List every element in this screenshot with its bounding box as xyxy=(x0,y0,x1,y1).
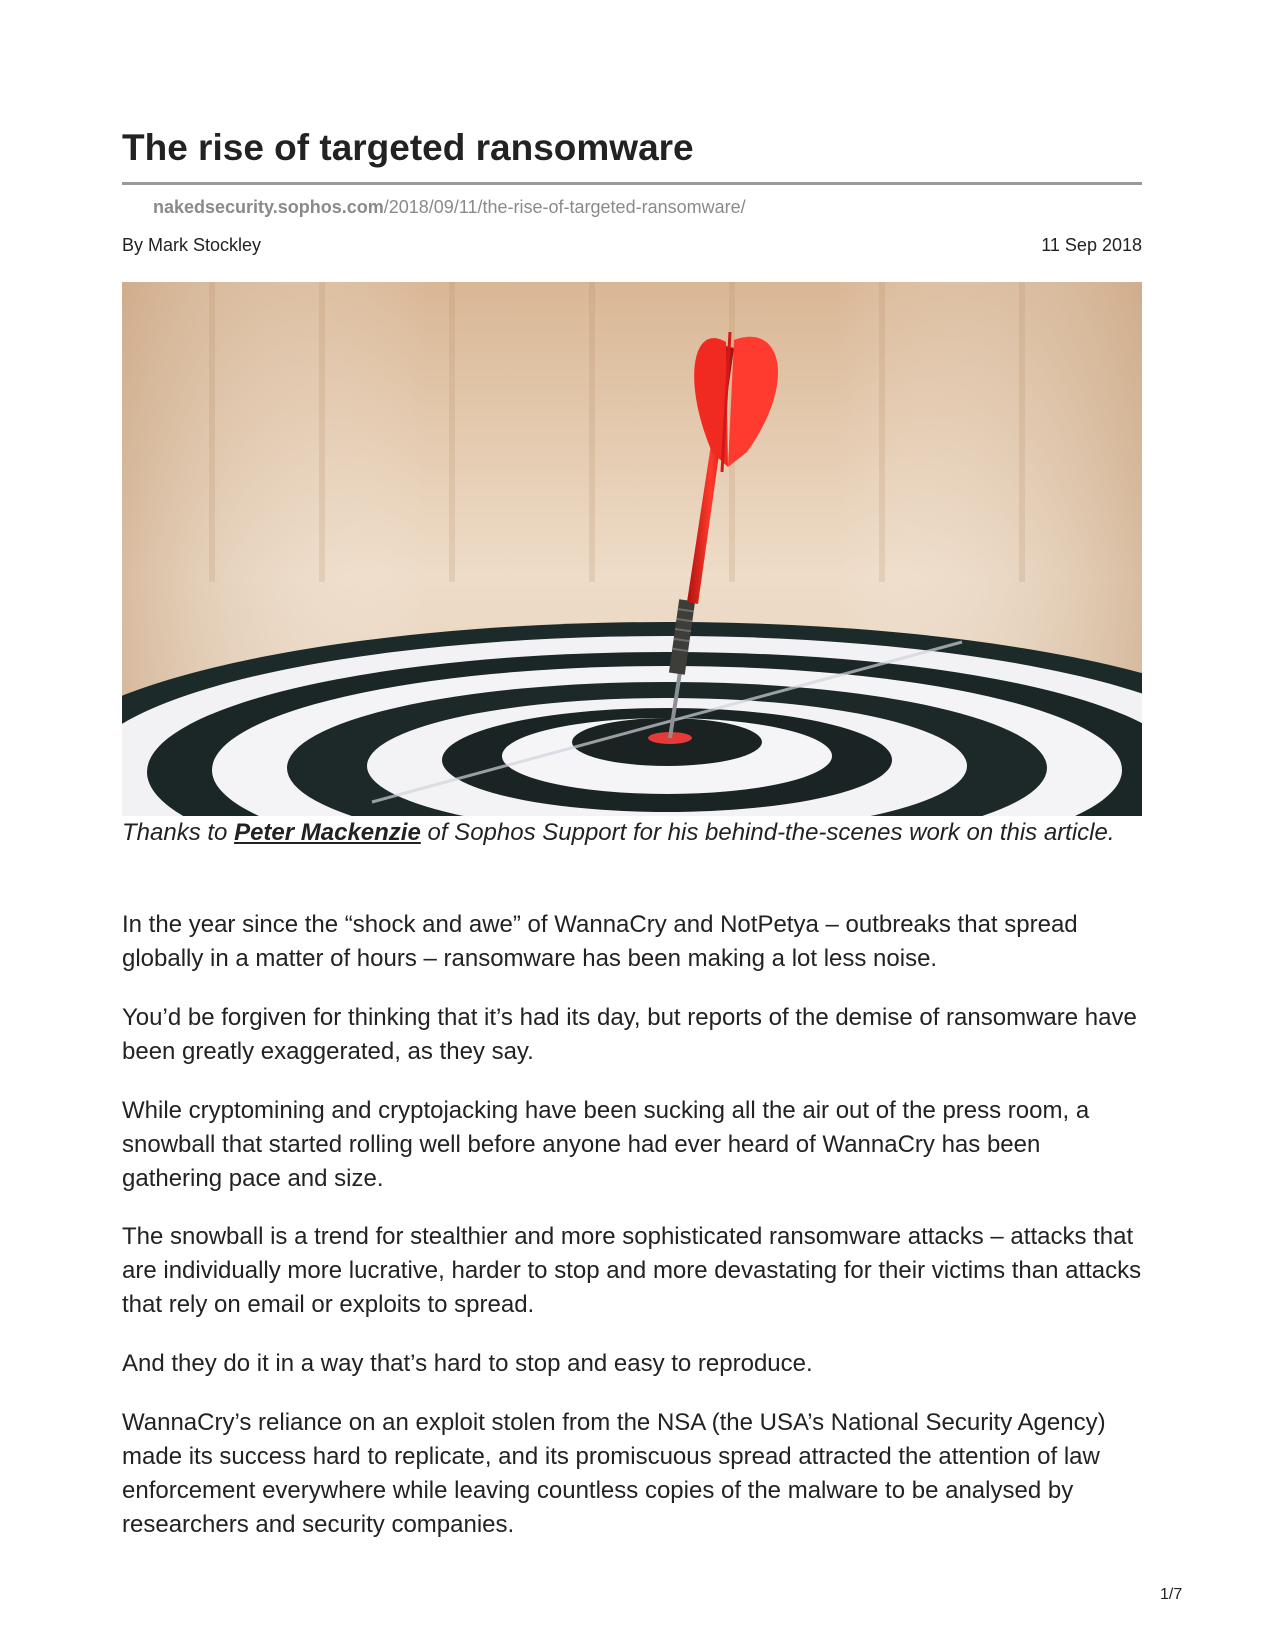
article-title: The rise of targeted ransomware xyxy=(122,127,694,168)
title-divider xyxy=(122,182,1142,185)
article-url[interactable] xyxy=(153,196,746,218)
image-caption xyxy=(122,816,1142,850)
body-paragraph: WannaCry’s reliance on an exploit stolen from the NSA (the USA’s National Security Agency) made its success hard to replicate, and its promiscuous spread attracted the attention of law enforcement everywhere while leaving countless copies of the malware to be analysed by researchers and security companies. xyxy=(122,1409,1106,1538)
body-paragraph: While cryptomining and cryptojacking have been sucking all the air out of the press room, a snowball that started rolling well before anyone had ever heard of WannaCry has been gathering pace and size. xyxy=(122,1097,1090,1192)
publish-date: 11 Sep 2018 xyxy=(1041,235,1142,255)
url-domain: nakedsecurity.sophos.com xyxy=(153,197,384,217)
caption-suffix: of Sophos Support for his behind-the-scenes work on this article. xyxy=(420,819,1115,846)
body-paragraph: The snowball is a trend for stealthier and more sophisticated ransomware attacks – attacks that are individually more lucrative, harder to stop and more devastating for their victims than attacks that rely on email or exploits to spread. xyxy=(122,1223,1142,1318)
url-path: /2018/09/11/the-rise-of-targeted-ransomware/ xyxy=(383,197,746,217)
body-paragraph: You’d be forgiven for thinking that it’s had its day, but reports of the demise of ransomware have been greatly exaggerated, as they say. xyxy=(122,1004,1137,1065)
author-byline: By Mark Stockley xyxy=(122,235,262,255)
page-number: 1/7 xyxy=(1160,1586,1183,1603)
caption-prefix: Thanks to xyxy=(122,819,235,846)
credit-link[interactable]: Peter Mackenzie xyxy=(234,819,421,846)
dartboard-image xyxy=(122,282,1142,816)
body-paragraph: And they do it in a way that’s hard to stop and easy to reproduce. xyxy=(122,1350,813,1377)
body-paragraph: In the year since the “shock and awe” of WannaCry and NotPetya – outbreaks that spread globally in a matter of hours – ransomware has been making a lot less noise. xyxy=(122,911,1078,972)
